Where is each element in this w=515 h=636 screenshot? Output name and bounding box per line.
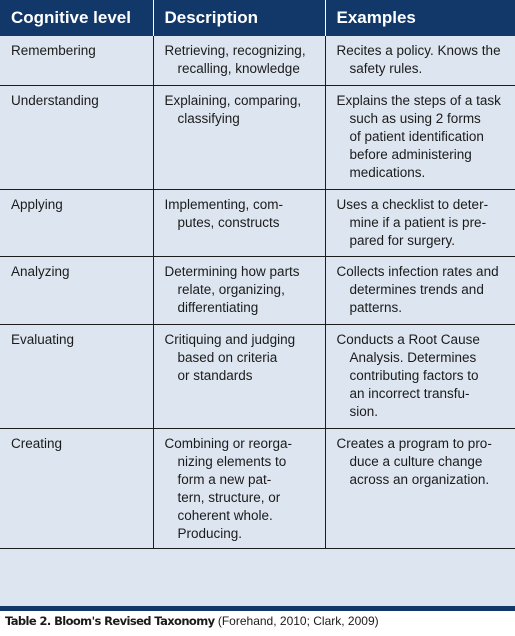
examples-cell-line: of patient identification (349, 128, 484, 144)
description-cell-line: form a new pat- (177, 471, 272, 487)
examples-cell-line: Analysis. Determines (349, 349, 477, 365)
description-cell-line: Retrieving, recognizing, (164, 43, 306, 58)
description-cell (153, 256, 325, 324)
description-cell-line: classifying (177, 110, 240, 126)
table-row (0, 256, 515, 324)
description-cell (153, 36, 325, 85)
examples-cell-line: determines trends and (349, 281, 484, 297)
examples-cell-line: duce a culture change (349, 453, 483, 469)
header-row (0, 0, 515, 36)
examples-cell (325, 256, 515, 324)
cognitive-level-cell: Remembering (0, 36, 153, 85)
table-row (0, 36, 515, 85)
table-row (0, 324, 515, 428)
examples-cell-line: across an organization. (349, 471, 490, 487)
examples-cell-line: Creates a program to pro- (336, 435, 492, 451)
description-cell-line: Combining or reorga- (164, 435, 293, 451)
description-cell-line: Explaining, comparing, (164, 92, 302, 108)
table-row (0, 85, 515, 189)
description-cell-line: coherent whole. (177, 507, 273, 523)
cognitive-level-cell: Evaluating (0, 324, 153, 428)
cognitive-level-cell: Analyzing (0, 256, 153, 324)
examples-cell-line: Recites a policy. Knows the (336, 43, 501, 58)
description-cell (153, 85, 325, 189)
examples-cell-line: such as using 2 forms (349, 110, 481, 126)
description-cell-line: or standards (177, 367, 253, 383)
description-cell-line: tern, structure, or (177, 489, 281, 505)
header-cognitive-level: Cognitive level (0, 0, 153, 36)
examples-cell (325, 36, 515, 85)
examples-cell-line: safety rules. (349, 61, 423, 76)
cognitive-level-cell: Understanding (0, 85, 153, 189)
table-caption (5, 614, 379, 628)
cognitive-level-cell: Creating (0, 428, 153, 548)
header-examples: Examples (325, 0, 515, 36)
description-cell-line: putes, constructs (177, 214, 280, 230)
caption-label: Table 2. Bloom's Revised Taxonomy (5, 614, 215, 628)
description-cell-line: Determining how parts (164, 263, 300, 279)
examples-cell-line: Explains the steps of a task (336, 92, 501, 108)
description-cell-line: Critiquing and judging (164, 331, 296, 347)
description-cell-line: recalling, knowledge (177, 61, 300, 76)
caption-citation: (Forehand, 2010; Clark, 2009) (217, 614, 379, 628)
description-cell-line: nizing elements to (177, 453, 287, 469)
examples-cell-line: medications. (349, 164, 426, 180)
examples-cell-line: Uses a checklist to deter- (336, 196, 489, 212)
examples-cell (325, 428, 515, 548)
description-cell-line: based on criteria (177, 349, 278, 365)
examples-cell-line: pared for surgery. (349, 232, 456, 248)
examples-cell (325, 324, 515, 428)
examples-cell-line: sion. (349, 403, 379, 419)
header-description: Description (153, 0, 325, 36)
description-cell-line: differentiating (177, 299, 259, 315)
table-row (0, 428, 515, 548)
description-cell (153, 428, 325, 548)
examples-cell-line: Conducts a Root Cause (336, 331, 480, 347)
examples-cell-line: an incorrect transfu- (349, 385, 470, 401)
examples-cell-line: contributing factors to (349, 367, 479, 383)
table-row (0, 189, 515, 256)
examples-cell (325, 85, 515, 189)
description-cell-line: Producing. (177, 525, 243, 541)
examples-cell-line: patterns. (349, 299, 403, 315)
examples-cell-line: Collects infection rates and (336, 263, 499, 279)
description-cell (153, 324, 325, 428)
cognitive-level-cell: Applying (0, 189, 153, 256)
description-cell (153, 189, 325, 256)
description-cell-line: relate, organizing, (177, 281, 285, 297)
examples-cell-line: mine if a patient is pre- (349, 214, 487, 230)
examples-cell-line: before administering (349, 146, 472, 162)
examples-cell (325, 189, 515, 256)
description-cell-line: Implementing, com- (164, 196, 284, 212)
bottom-rule (0, 606, 515, 611)
